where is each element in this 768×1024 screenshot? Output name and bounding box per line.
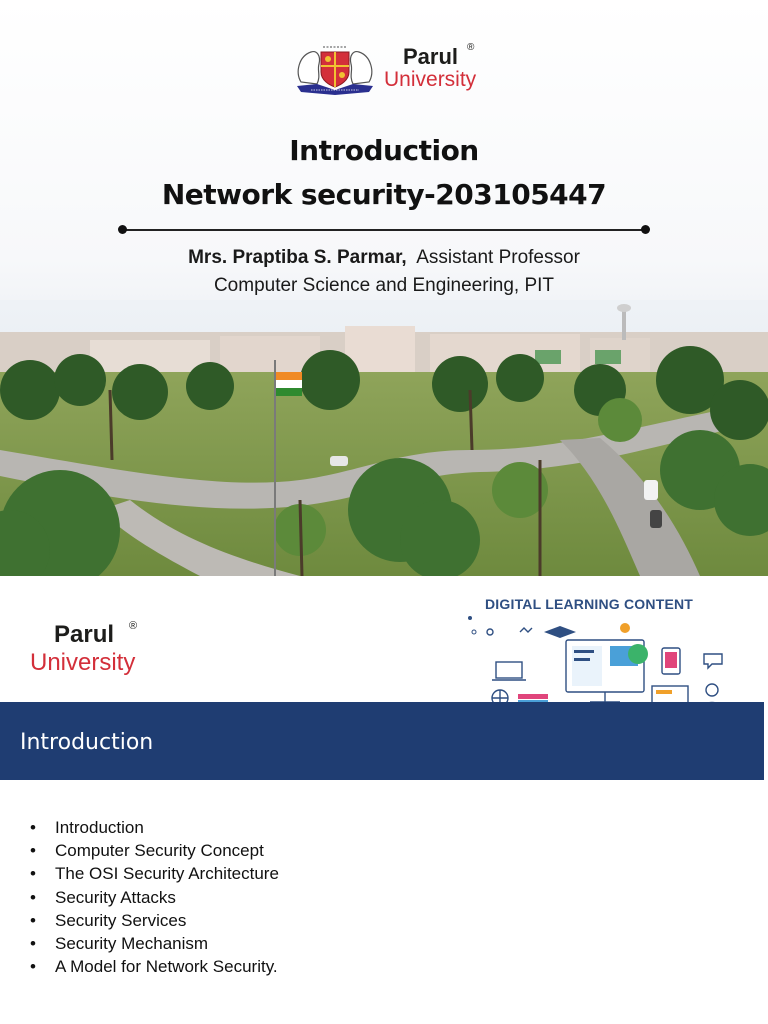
logo-brand-name: Parul [54, 621, 115, 648]
author-name: Mrs. Praptiba S. Parmar, [188, 247, 407, 268]
divider-dot-right [641, 225, 650, 234]
logo-brand-sub: University [30, 649, 136, 676]
author-role: Assistant Professor [416, 247, 580, 268]
divider-dot-left [118, 225, 127, 234]
section-header-band [0, 702, 764, 780]
course-title: Network security-203105447 [161, 178, 607, 211]
logo-brand-sub: University [384, 68, 477, 91]
parul-university-crest-icon [287, 38, 383, 96]
topic-list [30, 816, 279, 978]
list-item: • Introduction [30, 816, 279, 839]
list-item: • A Model for Network Security. [30, 955, 279, 978]
parul-university-logo-small [30, 618, 180, 678]
section-title: Introduction [20, 730, 154, 755]
logo-brand-name: Parul [403, 44, 459, 69]
title-divider [122, 229, 646, 231]
digital-learning-badge [460, 588, 740, 718]
badge-title: DIGITAL LEARNING CONTENT [485, 596, 694, 612]
parul-university-logo [287, 38, 487, 98]
list-item: • The OSI Security Architecture [30, 862, 279, 885]
author-line [0, 247, 768, 269]
department: Computer Science and Engineering, PIT [213, 275, 555, 296]
agenda-slide [0, 576, 768, 1024]
logo-registered-mark: ® [467, 42, 475, 53]
list-item: • Security Mechanism [30, 932, 279, 955]
list-item: • Security Services [30, 909, 279, 932]
slide-title: Introduction [289, 134, 479, 167]
logo-registered-mark: ® [129, 620, 138, 632]
list-item: • Security Attacks [30, 886, 279, 909]
list-item: • Computer Security Concept [30, 839, 279, 862]
campus-aerial-photo [0, 300, 768, 576]
